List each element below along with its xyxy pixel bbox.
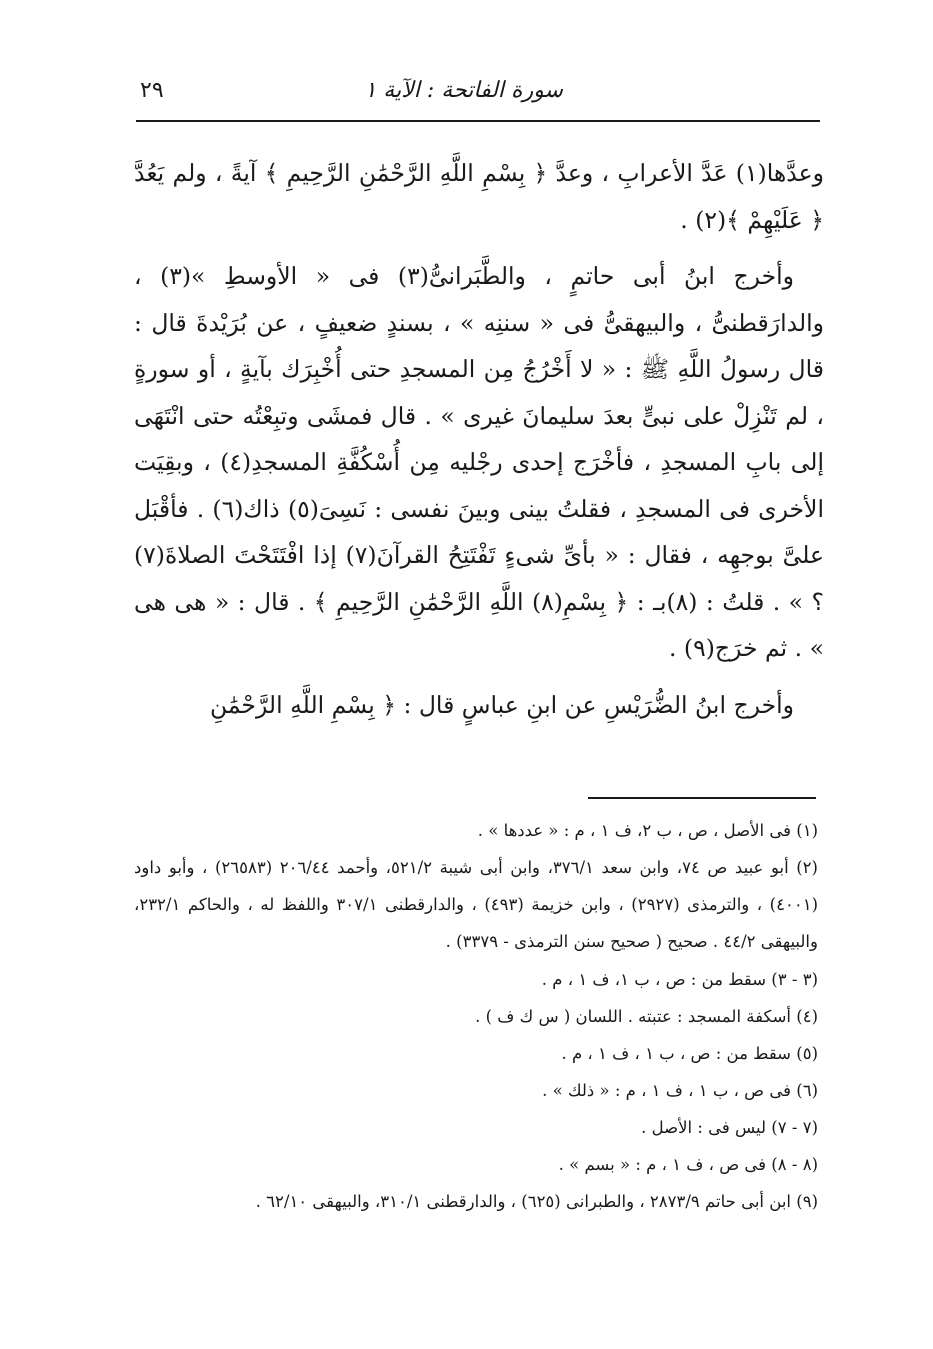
footnote: (١) فى الأصل ، ص ، ب ٢، ف ١ ، م : « عددها » .	[477, 821, 818, 840]
header-divider	[136, 120, 820, 122]
footnote: (٦) فى ص ، ب ١ ، ف ١ ، م : « ذلك » .	[542, 1080, 818, 1100]
footnote: (٤) أسكفة المسجد : عتبته . اللسان ( س ك ف ) .	[475, 1006, 818, 1026]
footnote: (٣ - ٣) سقط من : ص ، ب ١، ف ١ ، م .	[541, 969, 818, 989]
footnote: (٩) ابن أبى حاتم ٢٨٧٣/٩ ، والطبرانى (٦٢٥) ، والدارقطنى ٣١٠/١، والبيهقى ٦٢/١٠ .	[255, 1192, 818, 1212]
paragraph: وأخرج ابنُ أبى حاتمٍ ، والطَّبَرانىُّ(٣) فى « الأوسطِ »(٣) ، والدارَقطنىُّ ، والبيهقىُّ فى « سننِه » ، بسندٍ ضعيفٍ ، عن بُرَيْدةَ قال : قال رسولُ اللَّهِ ﷺ : « لا أَخْرُجُ مِن المسجدِ حتى أُخْبِرَك بآيةٍ ، أو سورةٍ ، لم تَنْزِلْ على نبىٍّ بعدَ سليمانَ غيرى » . قال فمشَى وتبِعْتُه حتى انْتَهَى إلى بابِ المسجدِ ، فأخْرَج إحدى رجْليه مِن أُسْكُفَّةِ المسجدِ(٤) ، وبقِيَت الأخرى فى المسجدِ ، فقلتُ بينى وبينَ نفسى : نَسِىَ(٥) ذاك(٦) . فأقْبَل علىَّ بوجهِه ، فقال : « بأىِّ شىءٍ تَفْتَتِحُ القرآنَ(٧) إذا افْتَتَحْتَ الصلاةَ(٧) ؟ » . قلتُ : (٨)بـ : ﴿ بِسْمِ(٨) اللَّهِ الرَّحْمَٰنِ الرَّحِيمِ ﴾ . قال : « هى هى » . ثم خرَج(٩) .	[134, 262, 824, 663]
page-number: ٢٩	[140, 78, 164, 103]
footnote: (٢) أبو عبيد ص ٧٤، وابن سعد ٣٧٦/١، وابن أبى شيبة ٥٢١/٢، وأحمد ٢٠٦/٤٤ (٢٦٥٨٣) ، وأبو داود (٤٠٠١) ، والترمذى (٢٩٢٧) ، وابن خزيمة (٤٩٣) ، والدارقطنى ٣٠٧/١ واللفظ له ، والحاكم ٢٣٢/١، والبيهقى ٤٤/٢ . صحيح ( صحيح سنن الترمذى - ٣٣٧٩) .	[134, 858, 819, 952]
footnotes	[134, 812, 818, 1220]
footnote: (٨ - ٨) فى ص ، ف ١ ، م : « بسم » .	[558, 1155, 818, 1175]
paragraph: وأخرج ابنُ الضُّرَيْسِ عن ابنِ عباسٍ قال : ﴿ بِسْمِ اللَّهِ الرَّحْمَٰنِ	[209, 690, 794, 719]
footnote: (٧ - ٧) ليس فى : الأصل .	[641, 1118, 818, 1137]
paragraph: وعدَّها(١) عَدَّ الأعرابِ ، وعدَّ ﴿ بِسْمِ اللَّهِ الرَّحْمَٰنِ الرَّحِيمِ ﴾ آيةً ، ولم يَعُدَّ ﴿ عَلَيْهِمْ ﴾(٢) .	[134, 159, 824, 234]
running-title: سورة الفاتحة : الآية ١	[364, 78, 563, 103]
page-header	[138, 78, 823, 118]
footnote-divider	[588, 797, 816, 799]
footnote: (٥) سقط من : ص ، ب ١ ، ف ١ ، م .	[561, 1043, 818, 1063]
main-text	[134, 150, 824, 738]
